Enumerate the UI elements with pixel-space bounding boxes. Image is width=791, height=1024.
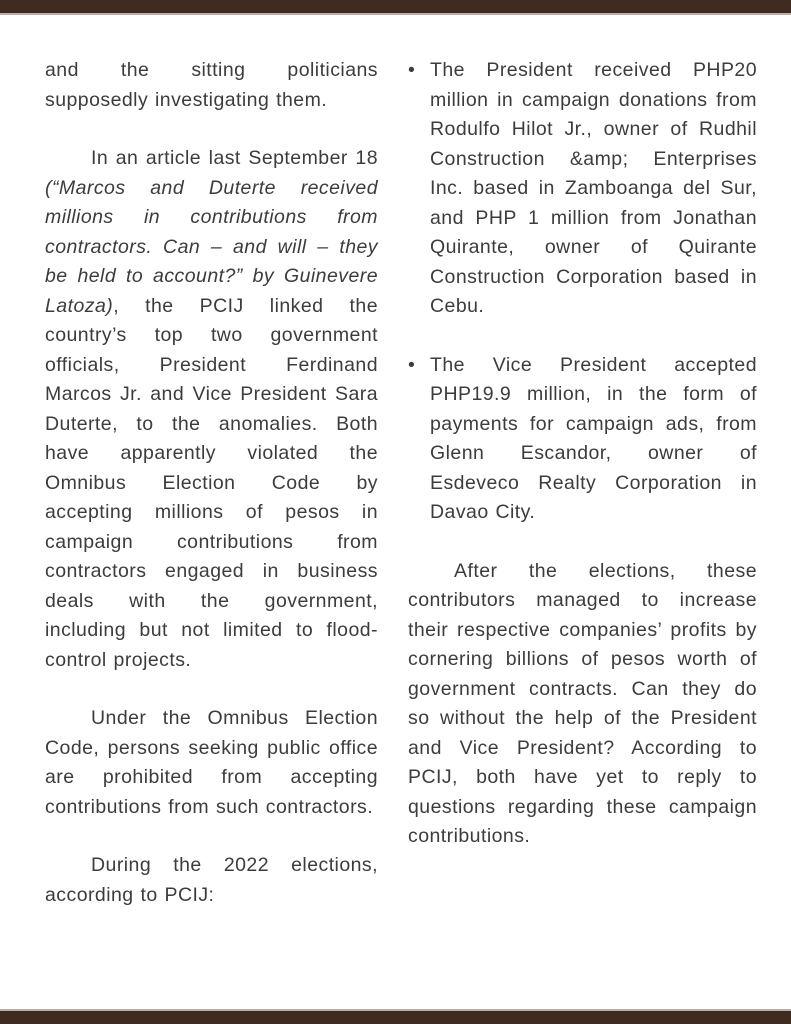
page-top-divider [0,13,791,15]
article-content [45,56,757,910]
bullet-item-president [408,56,757,322]
citation-followup-text: , the PCIJ linked the country’s top two government officials, President Ferdinand Marcos Jr. and Vice President Sara Duterte, to the anomalies. Both have apparently violated the Omnibus Election Code by accepting millions of pesos in campaign contributions from contractors engaged in business deals with the government, including but not limited to flood-control projects. [45,294,378,671]
bullet-text-vice-president: The Vice President accepted PHP19.9 million, in the form of payments for campaign ads, from Glenn Escandor, owner of Esdeveco Realty Corporation in Davao City. [430,353,757,523]
paragraph-article-citation [45,144,378,675]
paragraph-continuation: and the sitting politicians supposedly investigating them. [45,59,378,111]
paragraph-after-elections: After the elections, these contributors managed to increase their respective companies’ profits by cornering billions of pesos worth of government contracts. Can they do so without the help of the President and Vice President? According to PCIJ, both have yet to reply to questions regarding these campaign contributions. [408,559,757,847]
right-column [408,56,757,910]
paragraph-elections-intro: During the 2022 elections, according to PCIJ: [45,854,378,906]
bullet-icon: • [408,59,416,81]
paragraph-omnibus-code: Under the Omnibus Election Code, persons seeking public office are prohibited from accepting contributions from such contractors. [45,707,378,818]
left-column [45,56,378,910]
bullet-icon: • [408,353,416,376]
bullet-text-president: The President received PHP20 million in campaign donations from Rodulfo Hilot Jr., owner of Rudhil Construction &amp; Enterprises Inc. based in Zamboanga del Sur, and PHP 1 million from Jonathan Quirante, owner of Quirante Construction Corporation based in Cebu. [430,59,757,317]
citation-lead-text: In an article last September 18 [91,147,378,169]
bullet-item-vice-president [408,351,757,528]
page-bottom-border [0,1011,791,1024]
page-top-border [0,0,791,13]
citation-italic-title: (“Marcos and Duterte received millions in contributions from contractors. Can – and will – they be held to account?” by Guinevere Latoza) [45,176,378,317]
